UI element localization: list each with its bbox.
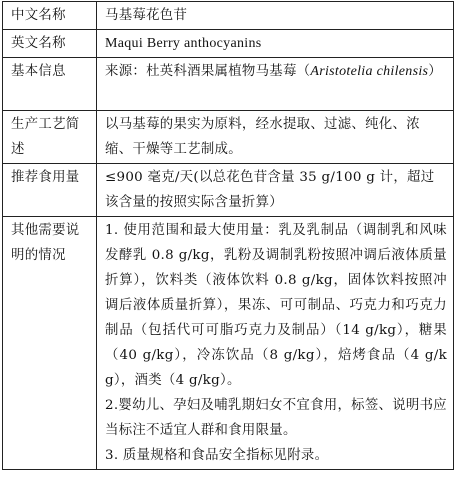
row-basic-info — [3, 58, 454, 111]
basic-info-suffix: ） — [428, 64, 442, 79]
info-table — [2, 1, 454, 470]
row-intake — [3, 164, 454, 217]
label-english-name: 英文名称 — [3, 30, 97, 58]
label-process: 生产工艺简述 — [3, 111, 97, 164]
value-intake: ≤900 毫克/天(以总花色苷含量 35 g/100 g 计，超过该含量的按照实际含量折算） — [97, 164, 454, 217]
value-english-name: Maqui Berry anthocyanins — [97, 30, 454, 58]
label-basic-info: 基本信息 — [3, 58, 97, 111]
row-chinese-name — [3, 2, 454, 30]
row-other — [3, 217, 454, 470]
row-english-name — [3, 30, 454, 58]
value-basic-info — [97, 58, 454, 111]
label-chinese-name: 中文名称 — [3, 2, 97, 30]
row-process — [3, 111, 454, 164]
other-item-3: 3. 质量规格和食品安全指标见附录。 — [105, 448, 329, 463]
label-other: 其他需要说明的情况 — [3, 217, 97, 470]
basic-info-latin-name: Aristotelia chilensis — [310, 64, 429, 79]
value-other — [97, 217, 454, 470]
basic-info-prefix: 来源：杜英科酒果属植物马基莓（ — [105, 64, 311, 79]
label-intake: 推荐食用量 — [3, 164, 97, 217]
other-item-2: 2.婴幼儿、孕妇及哺乳期妇女不宜食用，标签、说明书应当标注不适宜人群和食用限量。 — [105, 398, 447, 438]
other-item-1: 1. 使用范围和最大使用量：乳及乳制品（调制乳和风味发酵乳 0.8 g/kg，乳粉及调制乳粉按照冲调后液体质量折算），饮料类（液体饮料 0.8 g/kg，固体饮料按照冲调后液体质量折算），果冻、可可制品、巧克力和巧克力制品（包括代可可脂巧克力及制品）（14 g/kg），糖果（40 g/kg），冷冻饮品（8 g/kg），焙烤食品（4 g/kg），酒类（4 g/kg）。 — [105, 223, 447, 388]
value-process: 以马基莓的果实为原料，经水提取、过滤、纯化、浓缩、干燥等工艺制成。 — [97, 111, 454, 164]
value-chinese-name: 马基莓花色苷 — [97, 2, 454, 30]
